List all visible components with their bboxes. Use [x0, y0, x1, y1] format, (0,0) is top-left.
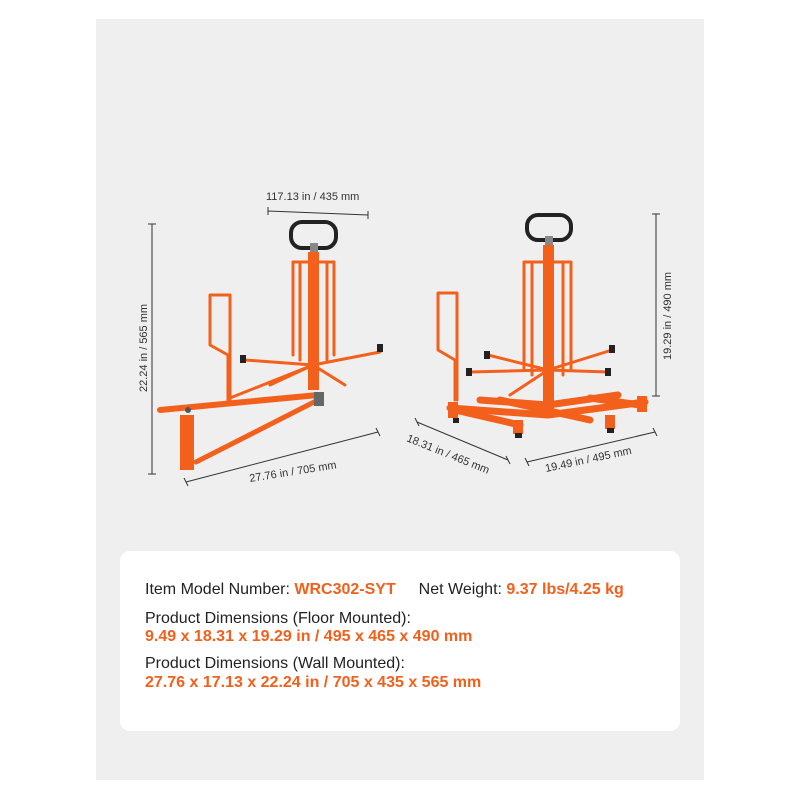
wall-dimensions-value: 27.76 x 17.13 x 22.24 in / 705 x 435 x 565 mm [145, 674, 482, 691]
floor-width-label: 19.49 in / 495 mm [544, 444, 633, 475]
reel-spokes [470, 350, 612, 395]
wall-plate [180, 415, 194, 470]
model-number-label: Item Model Number: [145, 581, 290, 598]
model-weight-row [145, 581, 624, 599]
floor-dimensions-label: Product Dimensions (Floor Mounted): [145, 610, 411, 627]
wall-height-label: 22.24 in / 565 mm [138, 303, 150, 392]
reel-post [543, 245, 554, 415]
wall-dimensions-label: Product Dimensions (Wall Mounted): [145, 655, 405, 672]
wall-top-width-label: 117.13 in / 435 mm [266, 191, 360, 203]
floor-dimensions-value: 9.49 x 18.31 x 19.29 in / 495 x 465 x 490 mm [145, 628, 473, 645]
floor-mounted-reel [438, 215, 647, 438]
floor-height-label: 19.29 in / 490 mm [662, 271, 674, 360]
net-weight-label: Net Weight: [418, 581, 502, 598]
wall-arm [160, 395, 318, 410]
floor-dimension-lines [415, 214, 660, 466]
handle-hub [310, 243, 318, 253]
floor-depth-label: 18.31 in / 465 mm [404, 432, 492, 477]
reel-spokes [230, 352, 380, 398]
reel-side-frame [438, 293, 457, 400]
net-weight-value: 9.37 lbs/4.25 kg [506, 581, 624, 598]
reel-side-frame [210, 295, 230, 400]
wall-mounted-reel [160, 222, 383, 470]
wall-length-label: 27.76 in / 705 mm [248, 459, 338, 485]
model-number-value: WRC302-SYT [294, 581, 396, 598]
